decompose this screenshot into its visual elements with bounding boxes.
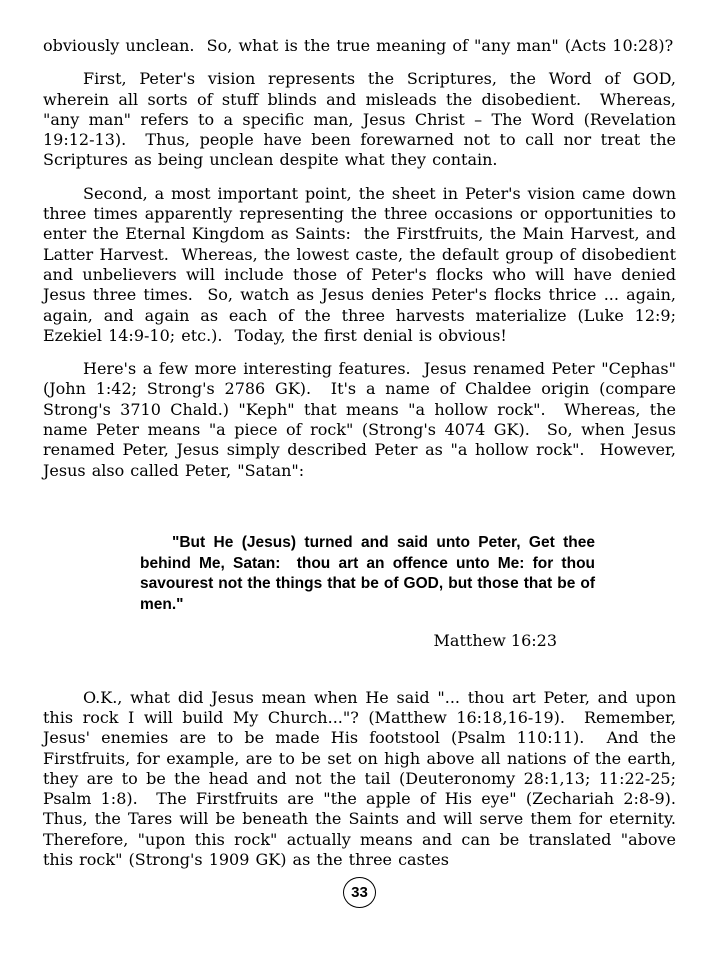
blockquote-text: "But He (Jesus) turned and said unto Peter, Get thee behind Me, Satan: thou art an offence unto Me: for thou savourest not the things that be of GOD, but those that be of men." <box>140 533 600 613</box>
paragraph-closing: O.K., what did Jesus mean when He said "... thou art Peter, and upon this rock I will build My Church..."? (Matthew 16:18,16-19). Remember, Jesus' enemies are to be made His footstool (Psalm 110:11). And the Firstfruits, for example, are to be set on high above all nations of the earth, they are to be the head and not the tail (Deuteronomy 28:1,13; 11:22-25; Psalm 1:8). The Firstfruits are "the apple of His eye" (Zechariah 2:8-9). Thus, the Tares will be beneath the Saints and will serve them for eternity. Therefore, "upon this rock" actually means and can be translated "above this rock" (Strong's 1909 GK) as the three castes <box>43 687 689 869</box>
paragraph-features: Here's a few more interesting features. Jesus renamed Peter "Cephas" (John 1:42; Strong's 2786 GK). It's a name of Chaldee origin (compare Strong's 3710 Chald.) "Keph" that means "a hollow rock". Whereas, the name Peter means "a piece of rock" (Strong's 4074 GK). So, when Jesus renamed Peter, Jesus simply described Peter as "a hollow rock". However, Jesus also called Peter, "Satan": <box>43 359 683 480</box>
blockquote-citation: Matthew 16:23 <box>433 631 557 651</box>
paragraph-continuation: obviously unclean. So, what is the true meaning of "any man" (Acts 10:28)? <box>43 36 674 55</box>
paragraph-first: First, Peter's vision represents the Scriptures, the Word of GOD, wherein all sorts of stuff blinds and misleads the disobedient. Whereas, "any man" refers to a specific man, Jesus Christ – The Word (Revelation 19:12-13). Thus, people have been forewarned not to call nor treat the Scriptures as being unclean despite what they contain. <box>43 69 683 170</box>
blockquote <box>140 533 600 652</box>
paragraph-second: Second, a most important point, the sheet in Peter's vision came down three times apparently representing the three occasions or opportunities to enter the Eternal Kingdom as Saints: the Firstfruits, the Main Harvest, and Latter Harvest. Whereas, the lowest caste, the default group of disobedient and unbelievers will include those of Peter's flocks who will have denied Jesus three times. So, watch as Jesus denies Peter's flocks thrice ... again, again, and again as each of the three harvests materialize (Luke 12:9; Ezekiel 14:9-10; etc.). Today, the first denial is obvious! <box>43 183 683 345</box>
page-footer <box>43 877 676 908</box>
page-number-badge: 33 <box>343 877 376 908</box>
